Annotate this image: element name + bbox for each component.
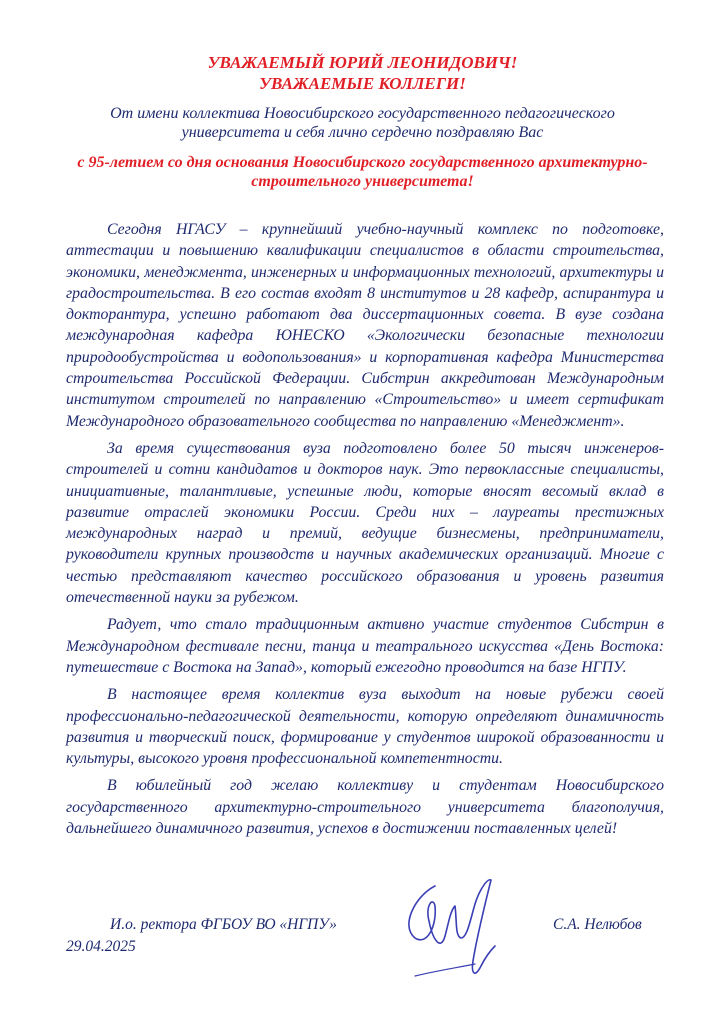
occasion-text: с 95-летием со дня основания Новосибирского государственного архитектурно-строительного университета! bbox=[77, 154, 648, 190]
letter-body bbox=[66, 219, 664, 845]
paragraph-1: Сегодня НГАСУ – крупнейший учебно-научный комплекс по подготовке, аттестации и повышению квалификации специалистов в области строительства, экономики, менеджмента, инженерных и информационных технологий, архитектуры и градостроительства. В его состав входят 8 институтов и 28 кафедр, аспирантура и докторантура, успешно работают два диссертационных совета. В вузе создана международная кафедра ЮНЕСКО «Экологически безопасные технологии природообустройства и водопользования» и корпоративная кафедра Министерства строительства Российской Федерации. Сибстрин аккредитован Международным институтом строителей по направлению «Строительство» и имеет сертификат Международного образовательного сообщества по направлению «Менеджмент». bbox=[66, 221, 664, 430]
signatory-position: И.о. ректора ФГБОУ ВО «НГПУ» bbox=[110, 916, 337, 933]
paragraph-5: В юбилейный год желаю коллективу и студентам Новосибирского государственного архитектурно-строительного университета благополучия, дальнейшего динамичного развития, успехов в достижении поставленных целей! bbox=[66, 777, 664, 838]
intro-text: От имени коллектива Новосибирского государственного педагогического университета и себя лично сердечно поздравляю Вас bbox=[110, 105, 615, 141]
greeting bbox=[0, 52, 725, 94]
paragraph-2: За время существования вуза подготовлено более 50 тысяч инженеров-строителей и сотни кандидатов и докторов наук. Это первоклассные специалисты, инициативные, талантливые, успешные люди, которые вносят весомый вклад в развитие отраслей экономики России. Среди них – лауреаты престижных международных наград и премий, ведущие бизнесмены, предприниматели, руководители крупных производств и научных академических организаций. Многие с честью представляют качество российского образования и уровень развития отечественной науки за рубежом. bbox=[66, 439, 664, 607]
signature-icon bbox=[395, 866, 505, 986]
greeting-line-1: УВАЖАЕМЫЙ ЮРИЙ ЛЕОНИДОВИЧ! bbox=[207, 53, 518, 72]
letter-date: 29.04.2025 bbox=[66, 938, 136, 955]
paragraph-3: Радует, что стало традиционным активно участие студентов Сибстрин в Международном фестивале песни, танца и театрального искусства «День Востока: путешествие с Востока на Запад», который ежегодно проводится на базе НГПУ. bbox=[66, 616, 664, 676]
signatory-name: С.А. Нелюбов bbox=[553, 916, 642, 933]
handwritten-signature bbox=[395, 866, 505, 986]
paragraph-4: В настоящее время коллектив вуза выходит на новые рубежи своей профессионально-педагогической деятельности, которую определяют динамичность развития и творческий поиск, формирование у студентов широкой образованности и культуры, высокого уровня профессиональной компетентности. bbox=[66, 686, 664, 768]
greeting-line-2: УВАЖАЕМЫЕ КОЛЛЕГИ! bbox=[259, 74, 466, 93]
